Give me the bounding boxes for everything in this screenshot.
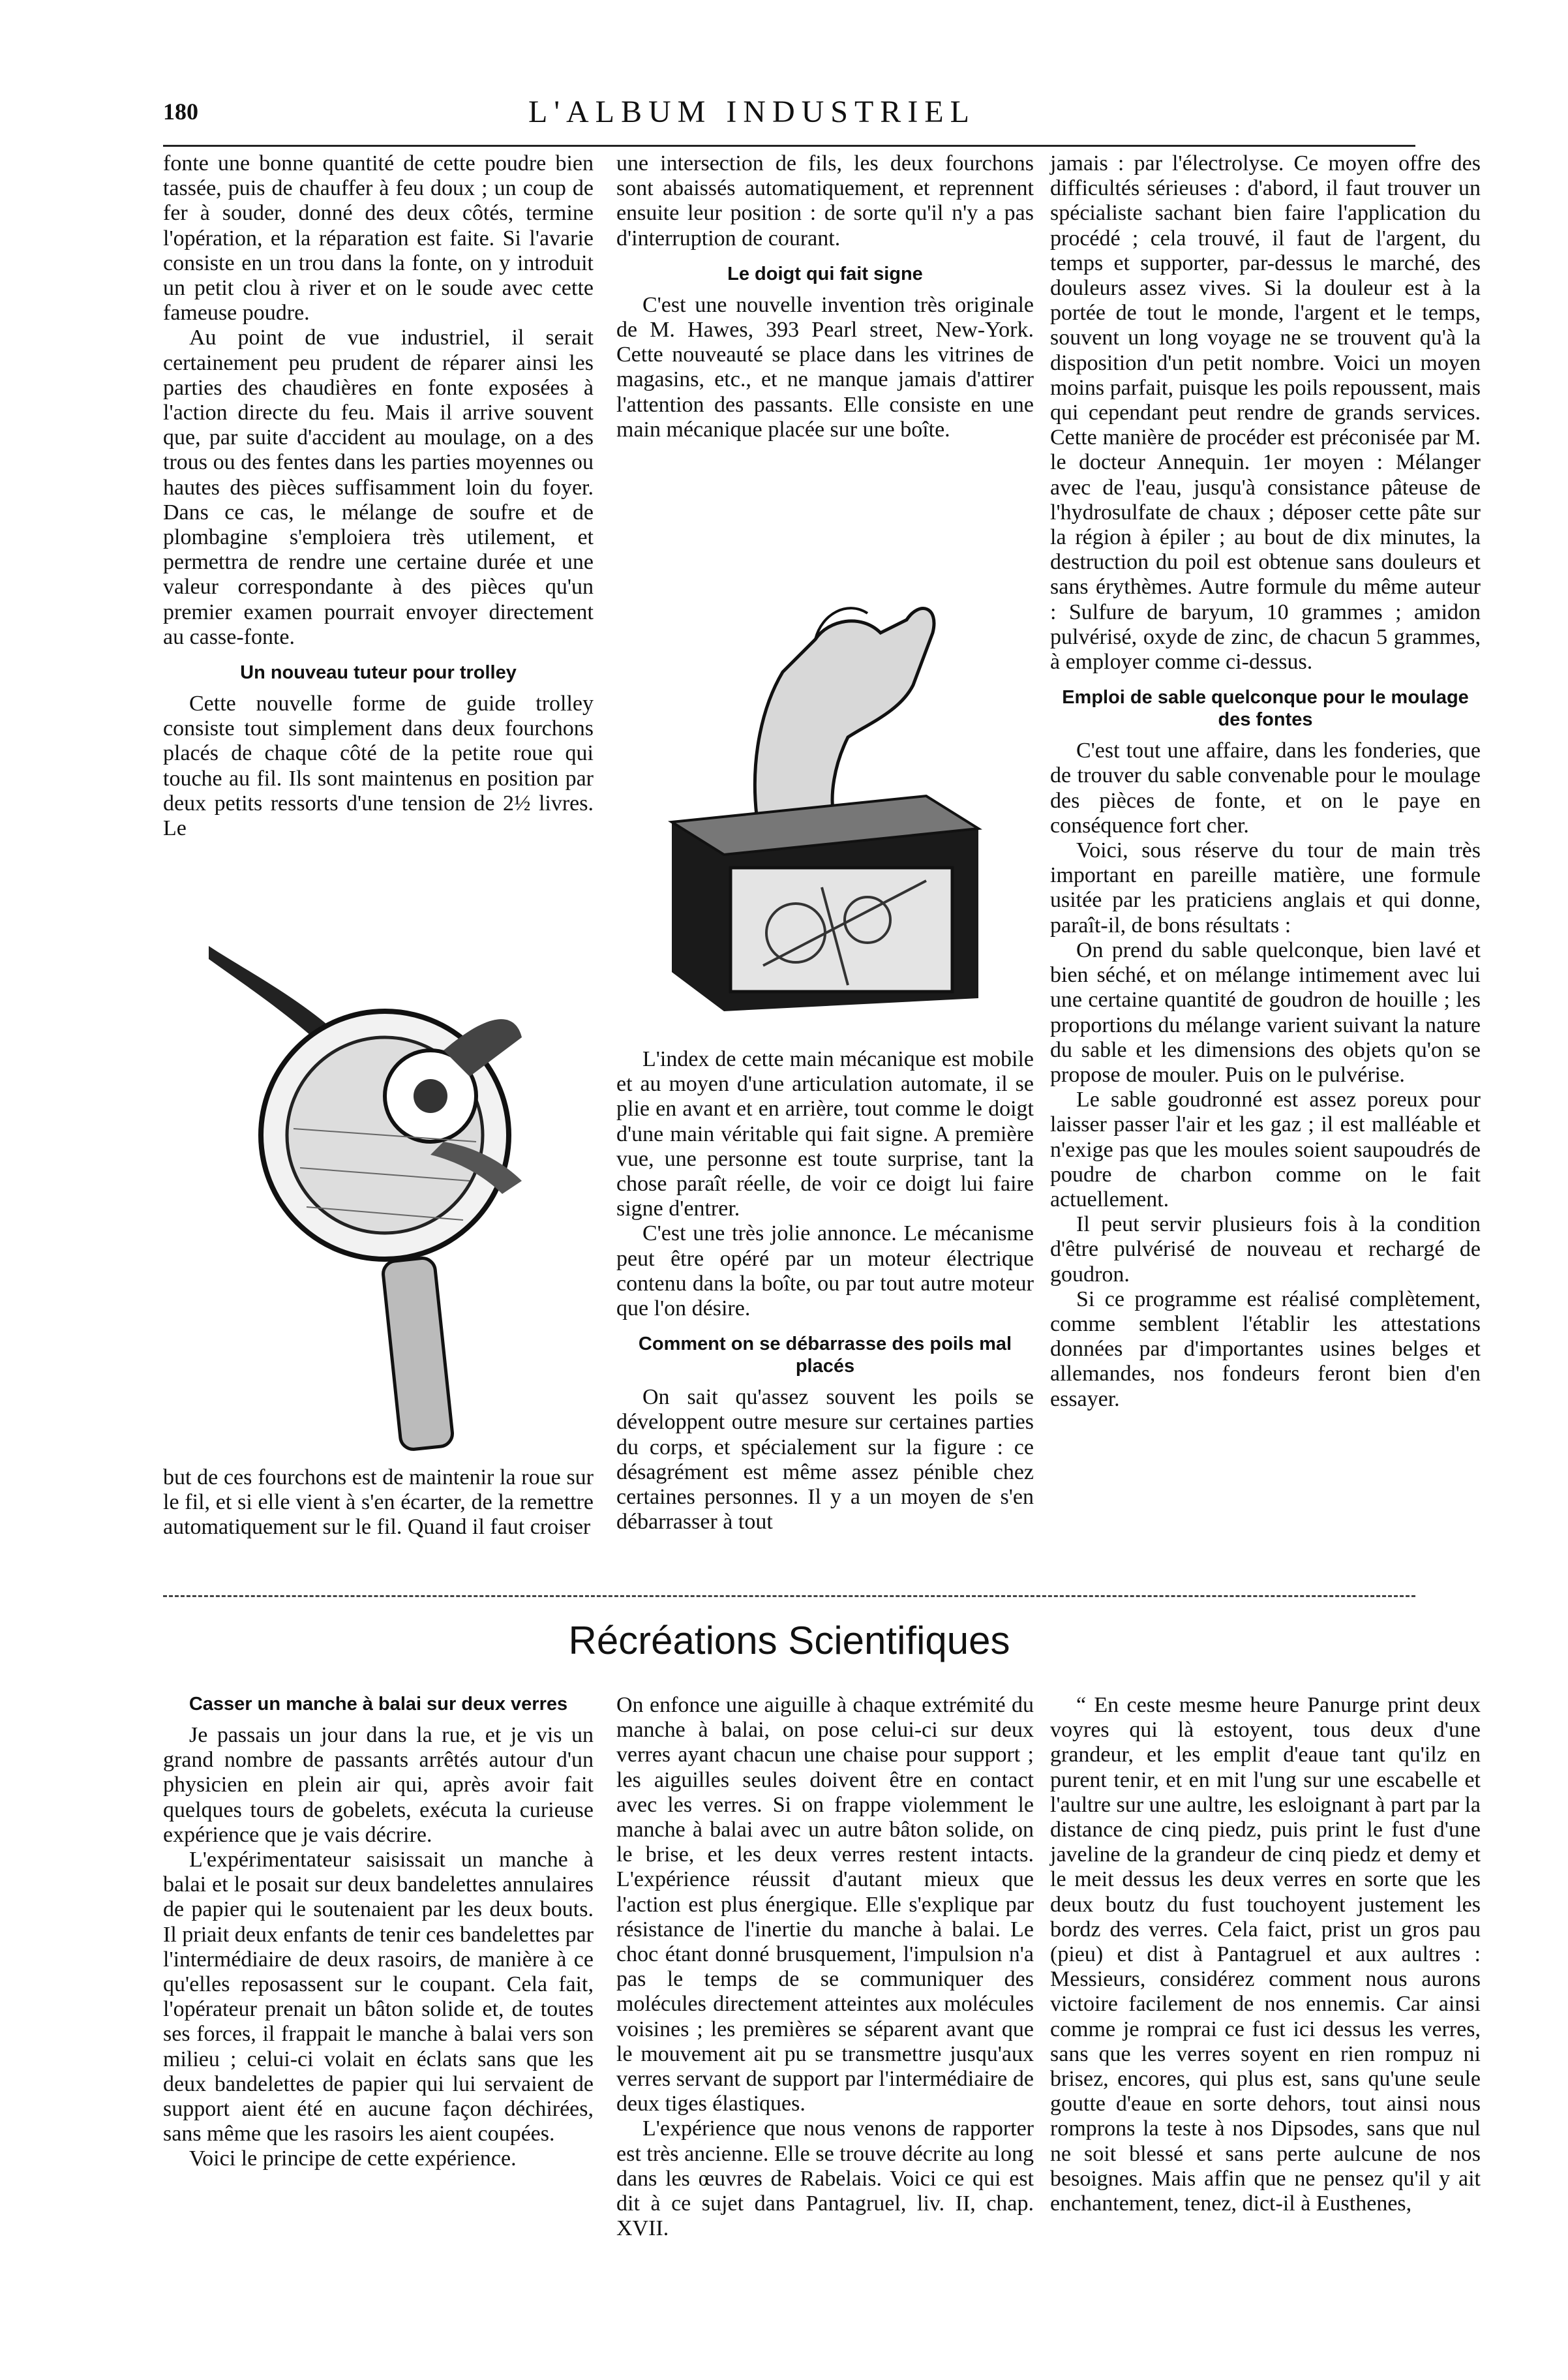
recreations-title: Récréations Scientifiques	[568, 1619, 1010, 1662]
lower-column-2	[616, 1693, 1034, 2241]
lower-col1-para1: Je passais un jour dans la rue, et je vis un grand nombre de passants arrêtés autour d'un physicien en plein air qui, après avoir fait quelques tours de gobelets, exécuta la curieuse expérience que je vais décrire.	[163, 1723, 594, 1847]
col1-intro: fonte une bonne quantité de cette poudre bien tassée, puis de chauffer à feu doux ; un coup de fer à souder, donné des deux côtés, termine l'opération, et la réparation est faite. Si l'avarie consiste en un trou dans la fonte, on y introduit un petit clou à river et on le soude avec cette fameuse poudre.	[163, 151, 594, 326]
upper-column-1	[163, 151, 594, 841]
unwanted-hair-heading: Comment on se débarrasse des poils mal placés	[638, 1334, 1012, 1377]
journal-title: L'ALBUM INDUSTRIEL	[528, 95, 976, 129]
upper-column-3	[1050, 151, 1481, 1412]
broomstick-heading: Casser un manche à balai sur deux verres	[188, 1694, 568, 1715]
col3-para6: Si ce programme est réalisé complètement, comme semblent l'établir les attestations données par d'importantes usines belges et allemandes, nos fondeurs feront bien d'en essayer.	[1050, 1287, 1481, 1411]
col3-para3: On prend du sable quelconque, bien lavé et bien séché, et on mélange intimement avec lui une certaine quantité de goudron de houille ; les proportions du mélange varient suivant la nature du sable et les dimensions des objets qu'on se propose de mouler. Puis on le pulvérise.	[1050, 938, 1481, 1087]
finger-sign-heading: Le doigt qui fait signe	[727, 263, 923, 284]
col3-para4: Le sable goudronné est assez poreux pour laisser passer l'air et les gaz ; il est malléable et n'exige pas que les moules soient saupoudrés de poudre de charbon comme on le fait actuellement.	[1050, 1088, 1481, 1212]
lower-column-3	[1050, 1693, 1481, 2216]
lower-col3-para1: “ En ceste mesme heure Panurge print deux voyres qui là estoyent, tous deux d'une grandeur, et les emplit d'eaue tant qu'ilz en purent tenir, et en mit l'ung sur une escabelle et l'aultre sur une aultre, les esloignant à part par la distance de cinq piedz, puis print le fust d'une javeline de la grandeur de cinq piedz et demy et le meit dessus les deux verres en sorte que les deux boutz du fust touchoyent justement les bordz des verres. Cela faict, prist un gros pau (pieu) et dist à Pantagruel et aux aultres : Messieurs, considérez comment nous aurons victoire facilement de nos ennemis. Car ainsi comme je romprai ce fust ici dessus les verres, sans que les verres soyent en rien rompuz ni brisez, encores, qui plus est, sans qu'une seule goutte d'eaue en sorte dehors, tout ainsi nous romprons la teste à nos Dipsodes, sans que nul ne soit blessé et sans perte aulcune de nos besoignes. Mais affin que ne pensez qu'il y ait enchantement, tenez, dict-il à Eusthenes,	[1050, 1693, 1481, 2216]
upper-column-1-bottom	[163, 1465, 594, 1540]
col1-para2: Au point de vue industriel, il serait certainement peu prudent de réparer ainsi les parties des chaudières en fonte exposées à l'action directe du feu. Mais il arrive souvent que, par suite d'accident au moulage, on a des trous ou des fentes dans les parties moyennes ou hautes des pièces suffisamment loin du foyer. Dans ce cas, le mélange de soufre et de plombagine s'emploiera très utilement, et permettra de rendre une certaine durée et une valeur correspondante à des pièces qu'un premier examen pourrait envoyer directement au casse-fonte.	[163, 326, 594, 649]
upper-column-2	[616, 151, 1034, 442]
lower-col1-para2: L'expérimentateur saisissait un manche à balai et le posait sur deux bandelettes annulaires de papier qui le soutenaient par les deux bouts. Il priait deux enfants de tenir ces bandelettes par l'intermédiaire de deux rasoirs, de manière à ce qu'elles reposassent sur le coupant. Cela fait, l'opérateur prenait un bâton solide et, de toutes ses forces, il frappait le manche à balai vers son milieu ; celui-ci volait en éclats sans que les deux bandelettes de papier qui lui servaient de support aient été en aucune façon déchirées, sans même que les rasoirs les aient coupées.	[163, 1848, 594, 2146]
col2-para1: C'est une nouvelle invention très originale de M. Hawes, 393 Pearl street, New-York. Cette nouveauté se place dans les vitrines de magasins, etc., et ne manque jamais d'attirer l'attention des passants. Elle consiste en une main mécanique placée sur une boîte.	[616, 292, 1034, 442]
lower-col2-para1: On enfonce une aiguille à chaque extrémité du manche à balai, on pose celui-ci sur deux verres ayant chacun une chaise pour support ; les aiguilles seules doivent être en contact avec les verres. Si on frappe violemment le manche à balai avec un autre bâton solide, on le brise, et les deux verres restent intacts. L'expérience réussit d'autant mieux que l'action est plus énergique. Elle s'explique par résistance de l'inertie du manche à balai. Le choc étant donné brusquement, l'impulsion n'a pas le temps de se communiquer des molécules directement atteintes aux molécules voisines ; les premières se séparent avant que le mouvement ait pu se transmettre jusqu'aux verres servant de support par l'intermédiaire de deux tiges élastiques.	[616, 1693, 1034, 2116]
col2-intro: une intersection de fils, les deux fourchons sont abaissés automatiquement, et reprennent ensuite leur position : de sorte qu'il n'y a pas d'interruption de courant.	[616, 151, 1034, 251]
col2-para2: L'index de cette main mécanique est mobile et au moyen d'une articulation automate, il se plie en avant et en arrière, tout comme le doigt d'une main véritable qui fait signe. A première vue, une personne est toute surprise, tant la chose paraît réelle, de voir ce doigt lui faire signe d'entrer.	[616, 1047, 1034, 1221]
upper-column-2-bottom	[616, 1047, 1034, 1534]
page-number: 180	[163, 99, 198, 125]
col3-para2: Voici, sous réserve du tour de main très important en pareille matière, une formule usitée par les praticiens anglais et qui donne, paraît-il, de bons résultats :	[1050, 838, 1481, 938]
lower-column-1	[163, 1693, 594, 2172]
col1-para4: but de ces fourchons est de maintenir la roue sur le fil, et si elle vient à s'en écarter, de la remettre automatiquement sur le fil. Quand il faut croiser	[163, 1465, 594, 1540]
col2-para3: C'est une très jolie annonce. Le mécanisme peut être opéré par un moteur électrique contenu dans la boîte, ou par tout autre moteur que l'on désire.	[616, 1221, 1034, 1321]
col1-para3: Cette nouvelle forme de guide trolley consiste tout simplement dans deux fourchons placés de chaque côté de la petite roue qui touche au fil. Ils sont maintenus en position par deux petits ressorts d'une tension de 2½ livres. Le	[163, 692, 594, 841]
col3-intro: jamais : par l'électrolyse. Ce moyen offre des difficultés sérieuses : d'abord, il faut trouver un spécialiste sachant bien faire l'application du procédé ; cela trouvé, il faut de l'argent, du temps et supporter, par-dessus le marché, des douleurs assez vives. Si la douleur est à la portée de tout le monde, l'argent et le temps, souvent un long voyage ne se trouvent qu'à la disposition d'un petit nombre. Voici un moyen moins parfait, puisque les poils repoussent, mais qui cependant peut rendre de grands services. Cette manière de procéder est préconisée par M. le docteur Annequin. 1er moyen : Mélanger avec de l'eau, jusqu'à consistance pâteuse de l'hydrosulfate de chaux ; déposer cette pâte sur la région à épiler ; au bout de dix minutes, la destruction du poil est obtenue sans douleurs et sans érythèmes. Autre formule du même auteur : Sulfure de baryum, 10 grammes ; amidon pulvérisé, oxyde de zinc, de chacun 5 grammes, à employer comme ci-dessus.	[1050, 151, 1481, 675]
lower-col1-para3: Voici le principe de cette expérience.	[189, 2146, 517, 2171]
mechanical-hand-illustration	[652, 542, 991, 1011]
sand-molding-heading: Emploi de sable quelconque pour le moulage des fontes	[1062, 687, 1469, 731]
page-header	[163, 95, 1415, 137]
lower-col2-para2: L'expérience que nous venons de rapporter est très ancienne. Elle se trouve décrite au long dans les œuvres de Rabelais. Voici ce qui est dit à ce sujet dans Pantagruel, liv. II, chap. XVII.	[616, 2116, 1034, 2241]
col3-para5: Il peut servir plusieurs fois à la condition d'être pulvérisé de nouveau et rechargé de goudron.	[1050, 1212, 1481, 1287]
col3-para1: C'est tout une affaire, dans les fonderies, que de trouver du sable convenable pour le moulage des pièces de fonte, et on le paye en conséquence fort cher.	[1050, 739, 1481, 838]
header-rule	[163, 145, 1415, 147]
section-divider	[163, 1595, 1415, 1597]
col2-para4: On sait qu'assez souvent les poils se développent outre mesure sur certaines parties du corps, et spécialement sur la figure : ce désagrément est même assez pénible chez certaines personnes. Il y a un moyen de s'en débarrasser à tout	[616, 1385, 1034, 1534]
trolley-heading: Un nouveau tuteur pour trolley	[240, 662, 517, 684]
trolley-guide-illustration	[196, 933, 535, 1455]
